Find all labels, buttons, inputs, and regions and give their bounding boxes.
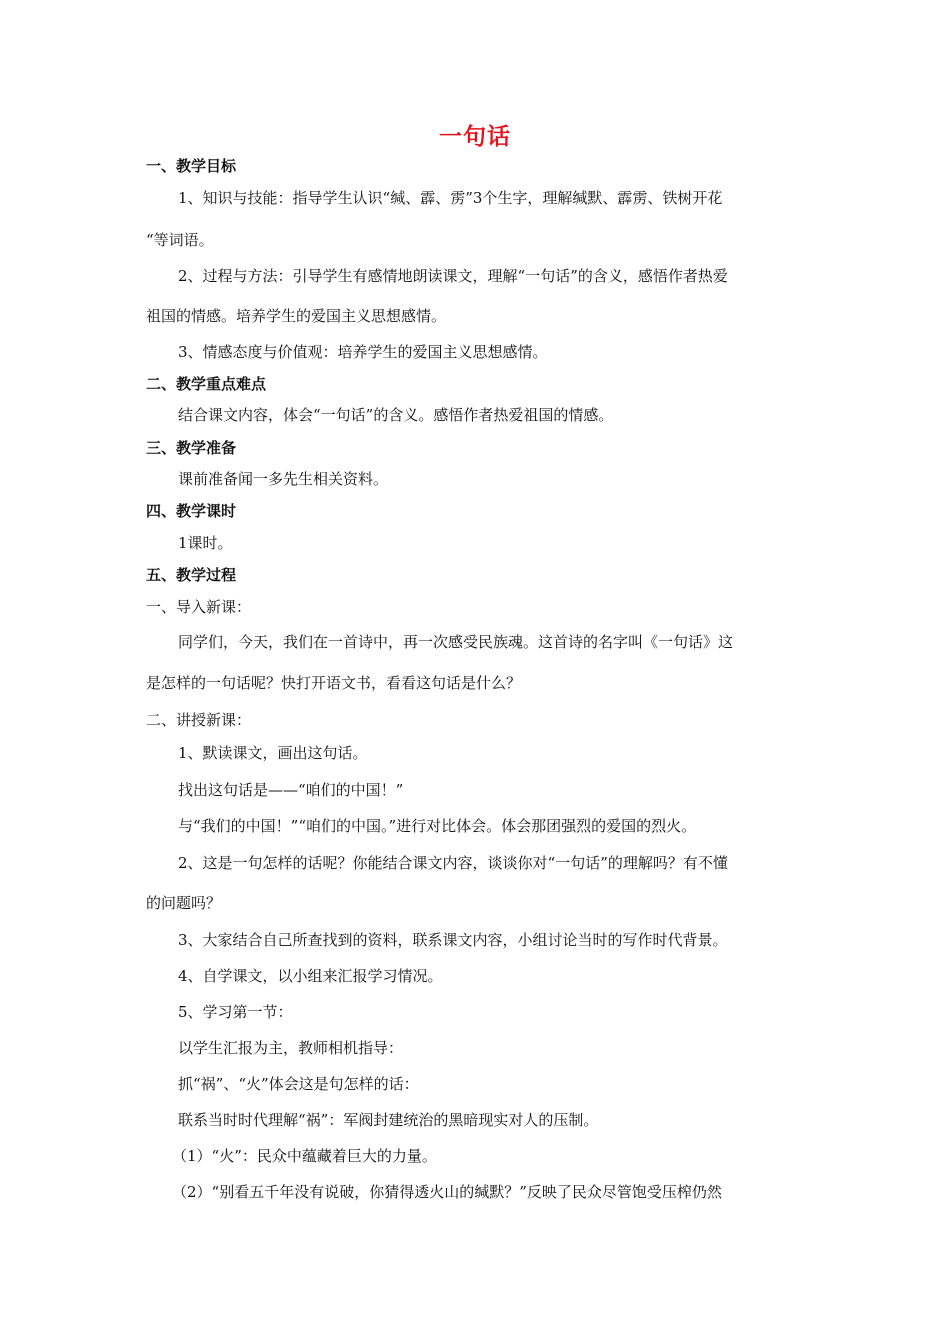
section-heading-goals: 一、教学目标 <box>146 157 237 175</box>
paragraph-line: 5、学习第一节： <box>178 1003 293 1021</box>
paragraph-line: 同学们，今天，我们在一首诗中，再一次感受民族魂。这首诗的名字叫《一句话》这 <box>178 633 734 651</box>
section-heading-process: 五、教学过程 <box>146 566 237 584</box>
section-heading-key-points: 二、教学重点难点 <box>146 375 267 393</box>
paragraph-line: 3、大家结合自己所查找到的资料，联系课文内容，小组讨论当时的写作时代背景。 <box>178 931 728 949</box>
subsection-heading: 二、讲授新课： <box>146 711 252 729</box>
paragraph-line: 是怎样的一句话呢？快打开语文书，看看这句话是什么？ <box>146 674 522 692</box>
paragraph-line: （2）“别看五千年没有说破，你猜得透火山的缄默？”反映了民众尽管饱受压榨仍然 <box>172 1183 722 1201</box>
paragraph-line: 1、知识与技能：指导学生认识“缄、霹、雳”3个生字，理解缄默、霹雳、铁树开花 <box>178 189 723 207</box>
paragraph-line: 联系当时时代理解“祸”：军阀封建统治的黑暗现实对人的压制。 <box>178 1111 599 1129</box>
document-title: 一句话 <box>439 124 511 150</box>
paragraph-line: 的问题吗？ <box>146 894 222 912</box>
section-heading-periods: 四、教学课时 <box>146 502 237 520</box>
paragraph-line: 3、情感态度与价值观：培养学生的爱国主义思想感情。 <box>178 343 548 361</box>
section-heading-preparation: 三、教学准备 <box>146 439 237 457</box>
paragraph-line: 以学生汇报为主，教师相机指导： <box>178 1039 404 1057</box>
paragraph-line: 1、默读课文，画出这句话。 <box>178 744 368 762</box>
paragraph-line: 找出这句话是——“咱们的中国！” <box>178 781 404 799</box>
subsection-heading: 一、导入新课： <box>146 598 252 616</box>
paragraph-line: 2、过程与方法：引导学生有感情地朗读课文，理解“一句话”的含义，感悟作者热爱 <box>178 267 728 285</box>
paragraph-line: 4、自学课文，以小组来汇报学习情况。 <box>178 967 443 985</box>
paragraph-line: 结合课文内容，体会“一句话”的含义。感悟作者热爱祖国的情感。 <box>178 406 614 424</box>
paragraph-line: 2、这是一句怎样的话呢？你能结合课文内容，谈谈你对“一句话”的理解吗？有不懂 <box>178 854 728 872</box>
paragraph-line: （1）“火”：民众中蕴藏着巨大的力量。 <box>172 1147 437 1165</box>
paragraph-line: 与“我们的中国！”“咱们的中国。”进行对比体会。体会那团强烈的爱国的烈火。 <box>178 817 697 835</box>
paragraph-line: 抓“祸”、“火”体会这是句怎样的话： <box>178 1075 419 1093</box>
paragraph-line: “等词语。 <box>146 231 214 249</box>
paragraph-line: 课前准备闻一多先生相关资料。 <box>178 470 389 488</box>
paragraph-line: 祖国的情感。培养学生的爱国主义思想感情。 <box>146 307 447 325</box>
paragraph-line: 1课时。 <box>178 534 233 552</box>
